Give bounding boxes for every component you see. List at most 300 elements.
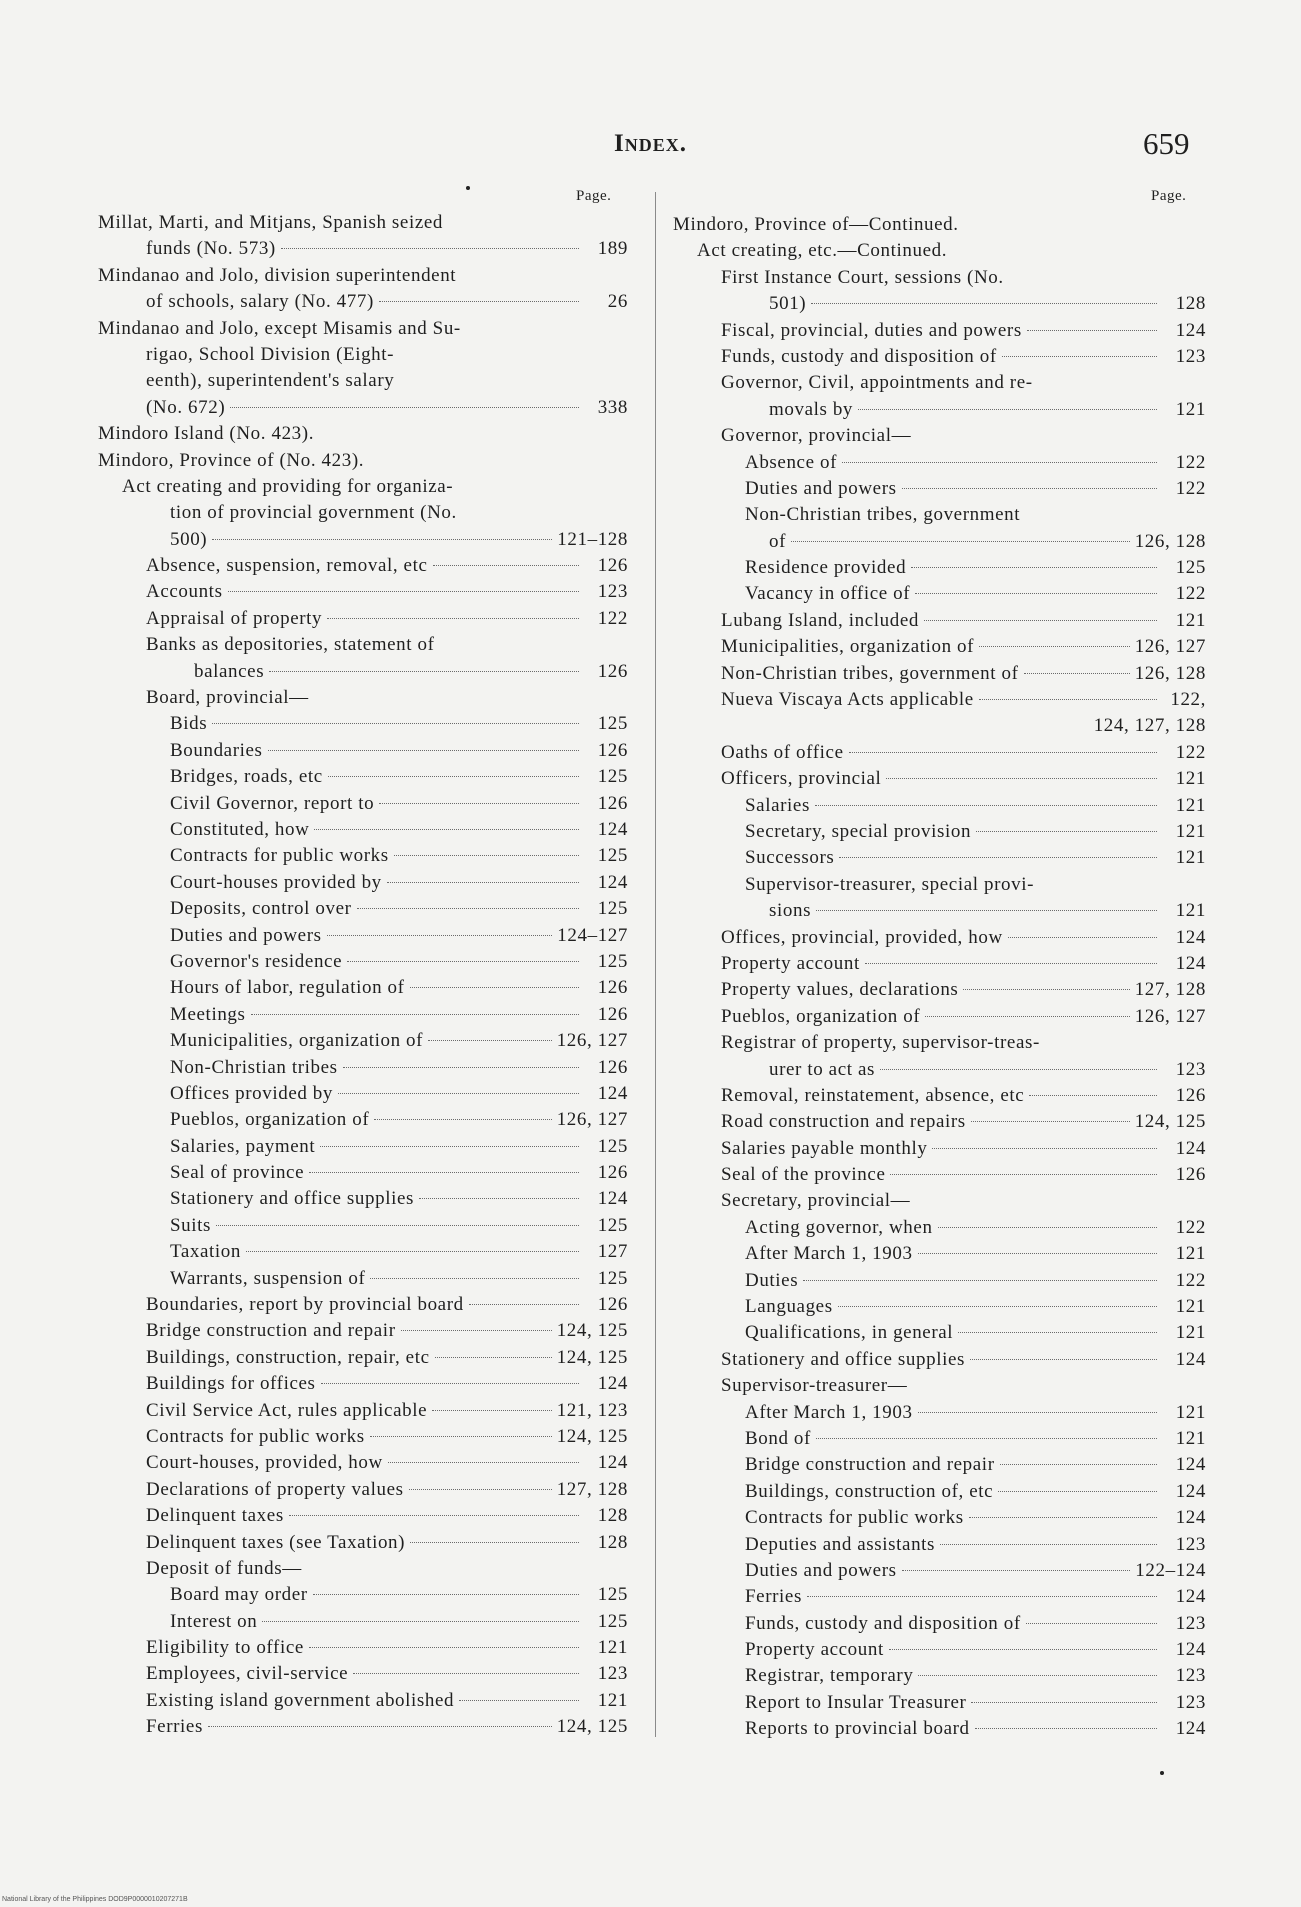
index-entry-line bbox=[98, 395, 628, 421]
index-term: Bids bbox=[170, 713, 208, 735]
page-reference: 125 bbox=[1175, 557, 1206, 579]
dot-leader bbox=[902, 488, 1157, 489]
index-term: urer to act as bbox=[769, 1058, 875, 1080]
dot-leader bbox=[858, 409, 1157, 410]
index-term: Board, provincial— bbox=[146, 687, 309, 709]
index-entry-line bbox=[673, 1268, 1206, 1294]
index-term: Deposits, control over bbox=[170, 898, 352, 920]
index-entry-line bbox=[98, 923, 628, 949]
index-term: Act creating, etc.—Continued. bbox=[697, 240, 948, 262]
dot-leader bbox=[938, 1227, 1157, 1228]
index-term: Acting governor, when bbox=[745, 1216, 933, 1238]
dot-leader bbox=[969, 1517, 1157, 1518]
page-reference: 122 bbox=[1175, 741, 1206, 763]
index-entry-line bbox=[673, 1057, 1206, 1083]
page-reference: 121 bbox=[1175, 1296, 1206, 1318]
dot-leader bbox=[1008, 937, 1157, 938]
index-entry-line bbox=[98, 1160, 628, 1186]
page-reference: 124 bbox=[1175, 1507, 1206, 1529]
index-entry-line bbox=[98, 1503, 628, 1529]
index-term: Residence provided bbox=[745, 557, 907, 579]
dot-leader bbox=[410, 1542, 579, 1543]
dot-leader bbox=[347, 961, 579, 962]
index-entry-line bbox=[98, 1635, 628, 1661]
dot-leader bbox=[890, 1174, 1157, 1175]
dot-leader bbox=[971, 1702, 1157, 1703]
dot-leader bbox=[1000, 1464, 1157, 1465]
page-reference: 123 bbox=[1175, 1612, 1206, 1634]
index-term: First Instance Court, sessions (No. bbox=[721, 266, 1004, 288]
page-reference: 128 bbox=[1175, 293, 1206, 315]
dot-leader bbox=[1026, 1623, 1157, 1624]
index-term: Seal of the province bbox=[721, 1164, 886, 1186]
index-entry-line bbox=[98, 1081, 628, 1107]
page-reference: 126 bbox=[1175, 1084, 1206, 1106]
index-entry-line bbox=[673, 1030, 1206, 1056]
index-term: of bbox=[769, 530, 787, 552]
dot-leader bbox=[469, 1304, 579, 1305]
page-reference: 124, 125 bbox=[556, 1716, 628, 1738]
dot-leader bbox=[370, 1436, 552, 1437]
index-term: Report to Insular Treasurer bbox=[745, 1691, 967, 1713]
page-reference: 338 bbox=[597, 396, 628, 418]
dot-leader bbox=[212, 539, 552, 540]
index-entry-line bbox=[98, 1450, 628, 1476]
index-entry-line bbox=[98, 1530, 628, 1556]
ink-speck bbox=[1160, 1771, 1164, 1775]
index-entry-line bbox=[98, 1292, 628, 1318]
page-number: 659 bbox=[1143, 126, 1190, 161]
page-reference: 124 bbox=[597, 1373, 628, 1395]
index-entry-line bbox=[98, 1028, 628, 1054]
index-term: Nueva Viscaya Acts applicable bbox=[721, 689, 974, 711]
page-reference: 126, 127 bbox=[1134, 636, 1206, 658]
index-term: funds (No. 573) bbox=[146, 238, 276, 260]
index-term: Buildings, construction, repair, etc bbox=[146, 1346, 430, 1368]
index-term: 500) bbox=[170, 528, 208, 550]
page-reference: 126, 127 bbox=[1134, 1005, 1206, 1027]
page-reference: 126 bbox=[597, 792, 628, 814]
index-term: Civil Service Act, rules applicable bbox=[146, 1399, 428, 1421]
dot-leader bbox=[459, 1700, 579, 1701]
dot-leader bbox=[327, 618, 579, 619]
page-reference: 121 bbox=[1175, 820, 1206, 842]
index-entry-line bbox=[98, 1055, 628, 1081]
page-reference: 124 bbox=[1175, 1348, 1206, 1370]
page-reference: 124 bbox=[1175, 1480, 1206, 1502]
page-reference: 126 bbox=[597, 1162, 628, 1184]
index-entry-line bbox=[673, 687, 1206, 713]
index-term: Successors bbox=[745, 847, 835, 869]
page-reference: 125 bbox=[597, 1610, 628, 1632]
dot-leader bbox=[410, 987, 579, 988]
page-reference: 123 bbox=[597, 581, 628, 603]
index-term: Deputies and assistants bbox=[745, 1533, 936, 1555]
index-entry-line bbox=[98, 817, 628, 843]
dot-leader bbox=[320, 1146, 579, 1147]
page-reference: 126 bbox=[597, 660, 628, 682]
index-entry-line bbox=[98, 1213, 628, 1239]
index-entry-line bbox=[98, 949, 628, 975]
index-entry-line bbox=[673, 1716, 1206, 1742]
dot-leader bbox=[379, 301, 579, 302]
index-term: Qualifications, in general bbox=[745, 1322, 954, 1344]
index-entry-line bbox=[673, 634, 1206, 660]
page-reference: 124 bbox=[597, 1082, 628, 1104]
page-reference: 121 bbox=[1175, 847, 1206, 869]
index-entry-line bbox=[673, 1083, 1206, 1109]
index-entry-line bbox=[673, 819, 1206, 845]
index-term: Registrar, temporary bbox=[745, 1665, 914, 1687]
index-entry-line bbox=[673, 1663, 1206, 1689]
page-reference: 123 bbox=[1175, 345, 1206, 367]
index-term: Officers, provincial bbox=[721, 768, 882, 790]
index-entry-line bbox=[673, 1320, 1206, 1346]
page-reference: 121 bbox=[1175, 609, 1206, 631]
index-entry-line bbox=[673, 581, 1206, 607]
index-term: Pueblos, organization of bbox=[170, 1109, 370, 1131]
index-entry-line bbox=[98, 659, 628, 685]
page-reference: 125 bbox=[597, 898, 628, 920]
dot-leader bbox=[327, 935, 553, 936]
index-entry-line bbox=[673, 1373, 1206, 1399]
index-entry-line bbox=[673, 740, 1206, 766]
page-reference: 125 bbox=[597, 950, 628, 972]
right-entries bbox=[673, 212, 1206, 1743]
page-reference: 122 bbox=[1175, 583, 1206, 605]
dot-leader bbox=[432, 1410, 552, 1411]
index-entry-line bbox=[98, 791, 628, 817]
index-term: Secretary, provincial— bbox=[721, 1190, 911, 1212]
dot-leader bbox=[246, 1251, 579, 1252]
dot-leader bbox=[216, 1225, 579, 1226]
index-entry-line bbox=[673, 766, 1206, 792]
dot-leader bbox=[228, 591, 579, 592]
index-term: Funds, custody and disposition of bbox=[721, 345, 997, 367]
index-term: movals by bbox=[769, 398, 854, 420]
index-entry-line bbox=[673, 344, 1206, 370]
page-reference: 126 bbox=[597, 1003, 628, 1025]
page-reference: 124, 125 bbox=[556, 1320, 628, 1342]
index-entry-line bbox=[98, 236, 628, 262]
page-reference: 121 bbox=[1175, 1322, 1206, 1344]
page-reference: 126 bbox=[597, 1294, 628, 1316]
page-reference: 121 bbox=[1175, 1401, 1206, 1423]
index-entry-line bbox=[98, 553, 628, 579]
index-entry-line bbox=[98, 843, 628, 869]
index-entry-line bbox=[673, 423, 1206, 449]
page-reference: 124 bbox=[1175, 1718, 1206, 1740]
index-entry-line bbox=[98, 316, 628, 342]
index-term: Buildings for offices bbox=[146, 1373, 316, 1395]
dot-leader bbox=[379, 803, 579, 804]
page-reference: 126, 127 bbox=[556, 1109, 628, 1131]
index-entry-line bbox=[673, 529, 1206, 555]
dot-leader bbox=[940, 1544, 1157, 1545]
dot-leader bbox=[880, 1069, 1157, 1070]
index-entry-line bbox=[98, 1239, 628, 1265]
index-term: Offices, provincial, provided, how bbox=[721, 926, 1003, 948]
index-term: Absence, suspension, removal, etc bbox=[146, 555, 428, 577]
index-term: Mindanao and Jolo, except Misamis and Su- bbox=[98, 317, 461, 339]
index-term: Eligibility to office bbox=[146, 1637, 304, 1659]
index-term: Mindanao and Jolo, division superintendent bbox=[98, 264, 457, 286]
index-entry-line bbox=[673, 265, 1206, 291]
page-reference: 189 bbox=[597, 238, 628, 260]
dot-leader bbox=[409, 1489, 552, 1490]
dot-leader bbox=[958, 1332, 1157, 1333]
index-entry-line bbox=[673, 1452, 1206, 1478]
index-entry-line bbox=[98, 975, 628, 1001]
index-entry-line bbox=[673, 1109, 1206, 1135]
dot-leader bbox=[918, 1253, 1157, 1254]
dot-leader bbox=[838, 1306, 1157, 1307]
index-term: Banks as depositories, statement of bbox=[146, 634, 435, 656]
index-entry-line bbox=[98, 421, 628, 447]
dot-leader bbox=[791, 541, 1130, 542]
dot-leader bbox=[976, 831, 1157, 832]
dot-leader bbox=[811, 303, 1157, 304]
index-term: Salaries payable monthly bbox=[721, 1137, 928, 1159]
left-page-label: Page. bbox=[576, 188, 612, 204]
index-entry-line bbox=[673, 370, 1206, 396]
dot-leader bbox=[343, 1067, 579, 1068]
index-entry-line bbox=[98, 1609, 628, 1635]
index-entry-line bbox=[673, 450, 1206, 476]
index-term: Secretary, special provision bbox=[745, 820, 972, 842]
page-reference: 121, 123 bbox=[556, 1399, 628, 1421]
page-reference: 127, 128 bbox=[1134, 979, 1206, 1001]
index-entry-line bbox=[98, 1398, 628, 1424]
index-term: Languages bbox=[745, 1296, 833, 1318]
index-entry-line bbox=[673, 1584, 1206, 1610]
dot-leader bbox=[979, 646, 1130, 647]
index-entry-line bbox=[98, 1134, 628, 1160]
page-reference: 124 bbox=[1175, 1639, 1206, 1661]
index-term: 501) bbox=[769, 293, 807, 315]
index-term: Property account bbox=[745, 1639, 884, 1661]
index-term: Removal, reinstatement, absence, etc bbox=[721, 1084, 1025, 1106]
page-reference: 124 bbox=[597, 1188, 628, 1210]
index-term: Bridge construction and repair bbox=[146, 1320, 396, 1342]
index-entry-line bbox=[98, 1345, 628, 1371]
page-reference: 121 bbox=[1175, 900, 1206, 922]
index-term: Salaries, payment bbox=[170, 1135, 316, 1157]
dot-leader bbox=[262, 1621, 579, 1622]
index-entry-line bbox=[673, 1400, 1206, 1426]
page-reference: 126, 128 bbox=[1134, 530, 1206, 552]
page-reference: 127 bbox=[597, 1241, 628, 1263]
page-reference: 126 bbox=[597, 555, 628, 577]
dot-leader bbox=[388, 1462, 579, 1463]
index-term: Contracts for public works bbox=[170, 845, 389, 867]
page-reference: 121 bbox=[597, 1637, 628, 1659]
page-reference: 124 bbox=[1175, 1137, 1206, 1159]
index-term: Governor's residence bbox=[170, 950, 343, 972]
page-reference: 125 bbox=[597, 1214, 628, 1236]
index-term: Non-Christian tribes bbox=[170, 1056, 338, 1078]
index-term: Governor, provincial— bbox=[721, 425, 912, 447]
page-reference: 123 bbox=[597, 1663, 628, 1685]
page-reference: 122 bbox=[1175, 477, 1206, 499]
page-reference: 122–124 bbox=[1135, 1559, 1206, 1581]
index-entry-line bbox=[98, 1477, 628, 1503]
index-term: Bridge construction and repair bbox=[745, 1454, 995, 1476]
dot-leader bbox=[902, 1570, 1131, 1571]
index-entry-line bbox=[673, 793, 1206, 819]
page-reference: 124, 125 bbox=[556, 1346, 628, 1368]
page-reference: 127, 128 bbox=[556, 1478, 628, 1500]
dot-leader bbox=[328, 776, 579, 777]
index-term: Existing island government abolished bbox=[146, 1689, 455, 1711]
page-reference: 126 bbox=[597, 1056, 628, 1078]
page-reference: 123 bbox=[1175, 1665, 1206, 1687]
index-entry-line bbox=[673, 1558, 1206, 1584]
dot-leader bbox=[886, 778, 1157, 779]
index-term: Mindoro, Province of (No. 423). bbox=[98, 449, 365, 471]
index-entry-line bbox=[673, 661, 1206, 687]
page-reference: 124 bbox=[597, 818, 628, 840]
index-term: Employees, civil-service bbox=[146, 1663, 349, 1685]
index-term: Court-houses provided by bbox=[170, 871, 382, 893]
index-entry-line bbox=[98, 896, 628, 922]
dot-leader bbox=[314, 829, 579, 830]
page-reference: 124, 127, 128 bbox=[1093, 715, 1206, 737]
index-term: Bond of bbox=[745, 1427, 811, 1449]
index-entry-line bbox=[98, 606, 628, 632]
page-reference: 124 bbox=[1175, 1454, 1206, 1476]
dot-leader bbox=[419, 1198, 579, 1199]
dot-leader bbox=[338, 1093, 579, 1094]
dot-leader bbox=[230, 407, 579, 408]
index-entry-line bbox=[98, 1107, 628, 1133]
index-entry-line bbox=[98, 1318, 628, 1344]
index-term: Appraisal of property bbox=[146, 607, 323, 629]
page-reference: 128 bbox=[597, 1531, 628, 1553]
index-entry-line bbox=[673, 1637, 1206, 1663]
index-entry-line bbox=[673, 1532, 1206, 1558]
page-reference: 122 bbox=[1175, 1269, 1206, 1291]
dot-leader bbox=[1024, 673, 1130, 674]
index-entry-line bbox=[98, 289, 628, 315]
dot-leader bbox=[428, 1040, 552, 1041]
dot-leader bbox=[918, 1412, 1157, 1413]
index-entry-line bbox=[673, 925, 1206, 951]
dot-leader bbox=[803, 1280, 1157, 1281]
index-entry-line bbox=[673, 476, 1206, 502]
dot-leader bbox=[401, 1330, 552, 1331]
dot-leader bbox=[971, 1121, 1130, 1122]
dot-leader bbox=[1027, 330, 1157, 331]
index-term: eenth), superintendent's salary bbox=[146, 370, 395, 392]
index-entry-line bbox=[673, 1294, 1206, 1320]
index-term: (No. 672) bbox=[146, 396, 226, 418]
index-term: Buildings, construction of, etc bbox=[745, 1480, 994, 1502]
page-reference: 121 bbox=[1175, 398, 1206, 420]
dot-leader bbox=[374, 1119, 551, 1120]
left-entries bbox=[98, 210, 628, 1741]
page-reference: 121 bbox=[1175, 794, 1206, 816]
index-entry-line bbox=[98, 1186, 628, 1212]
index-term: Property values, declarations bbox=[721, 979, 959, 1001]
index-term: After March 1, 1903 bbox=[745, 1401, 913, 1423]
dot-leader bbox=[1002, 356, 1157, 357]
dot-leader bbox=[394, 855, 579, 856]
index-term: Accounts bbox=[146, 581, 223, 603]
index-term: Salaries bbox=[745, 794, 810, 816]
dot-leader bbox=[313, 1594, 579, 1595]
page-reference: 126, 128 bbox=[1134, 662, 1206, 684]
index-term: Taxation bbox=[170, 1241, 242, 1263]
index-term: Mindoro Island (No. 423). bbox=[98, 423, 315, 445]
index-term: Oaths of office bbox=[721, 741, 844, 763]
page-reference: 125 bbox=[597, 845, 628, 867]
page-reference: 123 bbox=[1175, 1533, 1206, 1555]
index-entry-line bbox=[673, 1426, 1206, 1452]
index-entry-line bbox=[673, 1004, 1206, 1030]
dot-leader bbox=[979, 699, 1157, 700]
index-term: Mindoro, Province of—Continued. bbox=[673, 214, 959, 235]
index-term: Boundaries bbox=[170, 739, 263, 761]
dot-leader bbox=[815, 805, 1157, 806]
dot-leader bbox=[924, 620, 1157, 621]
index-entry-line bbox=[98, 1688, 628, 1714]
dot-leader bbox=[208, 1726, 552, 1727]
index-term: Funds, custody and disposition of bbox=[745, 1612, 1021, 1634]
index-term: Court-houses, provided, how bbox=[146, 1452, 383, 1474]
page-reference: 124 bbox=[597, 1452, 628, 1474]
page-reference: 125 bbox=[597, 766, 628, 788]
index-entry-line bbox=[673, 555, 1206, 581]
dot-leader bbox=[387, 882, 579, 883]
index-entry-line bbox=[673, 608, 1206, 634]
index-entry-line bbox=[673, 1690, 1206, 1716]
page-reference: 124 bbox=[1175, 1586, 1206, 1608]
page-reference: 122 bbox=[1175, 1216, 1206, 1238]
index-entry-line bbox=[673, 872, 1206, 898]
index-term: rigao, School Division (Eight- bbox=[146, 343, 395, 365]
page-reference: 121 bbox=[1175, 1243, 1206, 1265]
index-term: Absence of bbox=[745, 451, 837, 473]
page-reference: 124–127 bbox=[557, 924, 628, 946]
index-term: Contracts for public works bbox=[146, 1425, 365, 1447]
index-entry-line bbox=[98, 500, 628, 526]
index-term: Meetings bbox=[170, 1003, 246, 1025]
index-entry-line bbox=[98, 764, 628, 790]
page-reference: 121 bbox=[1175, 1427, 1206, 1449]
index-term: Civil Governor, report to bbox=[170, 792, 375, 814]
index-entry-line bbox=[98, 870, 628, 896]
index-term: Pueblos, organization of bbox=[721, 1005, 921, 1027]
page-reference: 121 bbox=[597, 1689, 628, 1711]
index-term: Registrar of property, supervisor-treas- bbox=[721, 1032, 1040, 1054]
page-reference: 126 bbox=[597, 977, 628, 999]
index-term: Duties and powers bbox=[745, 477, 897, 499]
dot-leader bbox=[816, 910, 1157, 911]
index-entry-line bbox=[673, 502, 1206, 528]
index-term: Supervisor-treasurer, special provi- bbox=[745, 873, 1035, 895]
index-entry-line bbox=[673, 1479, 1206, 1505]
index-term: After March 1, 1903 bbox=[745, 1243, 913, 1265]
column-divider bbox=[655, 192, 656, 1737]
dot-leader bbox=[970, 1359, 1157, 1360]
dot-leader bbox=[839, 857, 1157, 858]
index-entry-line bbox=[98, 527, 628, 553]
index-term: Constituted, how bbox=[170, 818, 310, 840]
page-reference: 123 bbox=[1175, 1691, 1206, 1713]
page-reference: 126 bbox=[1175, 1164, 1206, 1186]
index-entry-line bbox=[98, 738, 628, 764]
